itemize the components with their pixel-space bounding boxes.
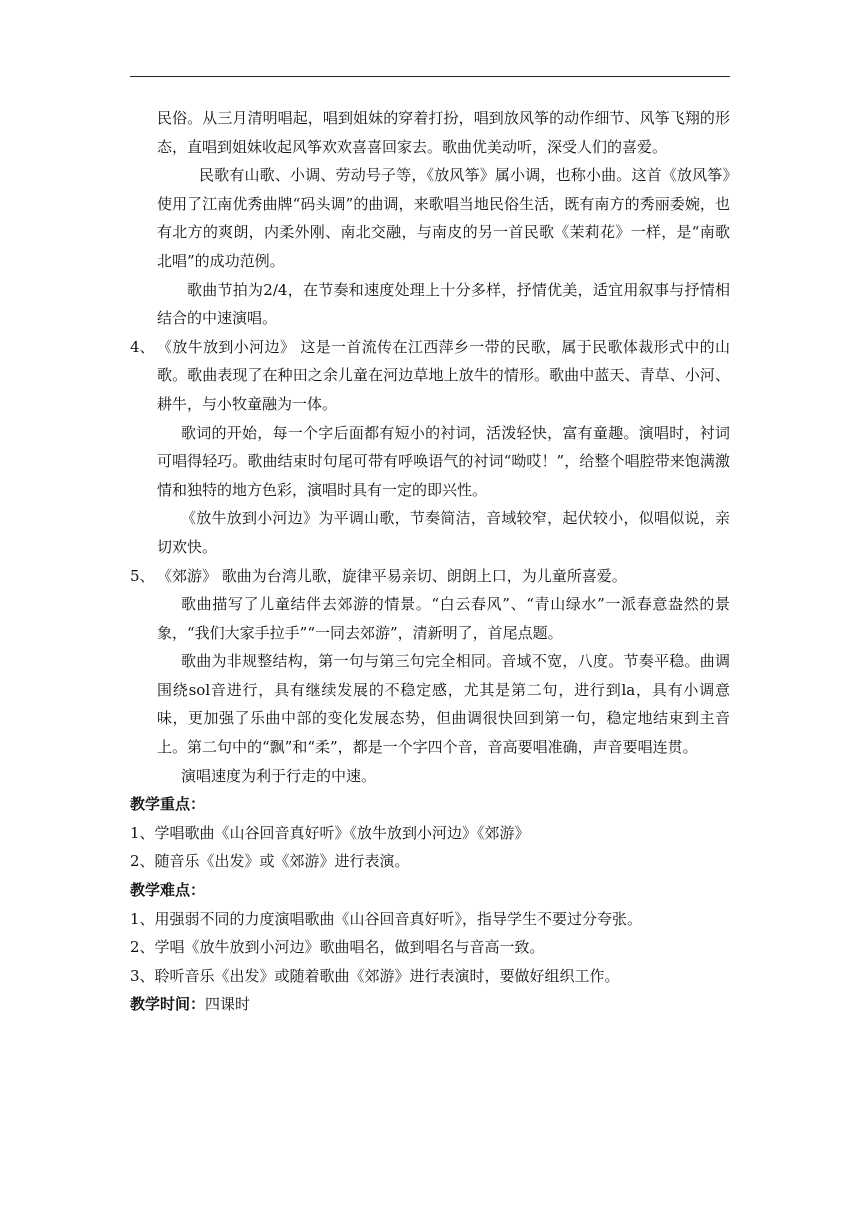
document-page [130,104,730,1019]
heading-key-points: 教学重点： [130,795,206,814]
paragraph-folk-types: 民歌有山歌、小调、劳动号子等，《放风筝》属小调，也称小曲。这首《放风筝》使用了江南优秀曲牌“码头调”的曲调，来歌唱当地民俗生活，既有南方的秀丽委婉，也有北方的爽朗，内柔外刚、南北交融，与南皮的另一首民歌《茉莉花》一样，是“南歌北唱”的成功范例。 [157,166,730,270]
teaching-time-line [130,990,730,1019]
list-item-song-4 [130,333,730,419]
paragraph-outing-scene: 歌曲描写了儿童结伴去郊游的情景。“白云春风”、“青山绿水”一派春意盎然的景象，“我们大家手拉手”“一同去郊游”，清新明了，首尾点题。 [157,595,730,642]
list-number: 4、 [130,337,155,356]
key-point-item: 2、随音乐《出发》或《郊游》进行表演。 [130,852,410,871]
paragraph-tempo: 演唱速度为利于行走的中速。 [181,766,377,785]
list-text: 《放牛放到小河边》 这是一首流传在江西萍乡一带的民歌，属于民歌体裁形式中的山歌。歌曲表现了在种田之余儿童在河边草地上放牛的情形。歌曲中蓝天、青草、小河、耕牛，与小牧童融为一体。 [157,337,730,413]
key-point-item: 1、学唱歌曲《山谷回音真好听》《放牛放到小河边》《郊游》 [130,823,530,842]
paragraph-shan-ge: 《放牛放到小河边》为平调山歌，节奏简洁，音域较窄，起伏较小，似唱似说，亲切欢快。 [157,509,730,556]
teaching-time-label: 教学时间： [130,995,206,1014]
list-item-song-5 [130,562,730,591]
list-text: 《郊游》 歌曲为台湾儿歌，旋律平易亲切、朗朗上口，为儿童所喜爱。 [157,566,627,585]
paragraph-meter: 歌曲节拍为2/4，在节奏和速度处理上十分多样，抒情优美，适宜用叙事与抒情相结合的中速演唱。 [157,280,730,328]
paragraph-lyrics: 歌词的开始，每一个字后面都有短小的衬词，活泼轻快，富有童趣。演唱时，衬词可唱得轻巧。歌曲结束时句尾可带有呼唤语气的衬词“呦哎！”，给整个唱腔带来饱满激情和独特的地方色彩，演唱时具有一定的即兴性。 [157,423,730,499]
difficulty-item: 1、用强弱不同的力度演唱歌曲《山谷回音真好听》，指导学生不要过分夸张。 [130,909,643,928]
paragraph-structure: 歌曲为非规整结构，第一句与第三句完全相同。音域不宽，八度。节奏平稳。曲调围绕sol音进行，具有继续发展的不稳定感，尤其是第二句，进行到la，具有小调意味，更加强了乐曲中部的变化发展态势，但曲调很快回到第一句，稳定地结束到主音上。第二句中的“飘”和“柔”，都是一个字四个音，音高要唱准确，声音要唱连贯。 [157,652,730,757]
header-rule [130,76,730,77]
heading-difficulties: 教学难点： [130,881,206,900]
difficulty-item: 3、聆听音乐《出发》或随着歌曲《郊游》进行表演时，要做好组织工作。 [130,966,620,985]
list-number: 5、 [130,566,155,585]
difficulty-item: 2、学唱《放牛放到小河边》歌曲唱名，做到唱名与音高一致。 [130,938,545,957]
teaching-time-value: 四课时 [205,995,251,1014]
paragraph-folk-custom: 民俗。从三月清明唱起，唱到姐妹的穿着打扮，唱到放风筝的动作细节、风筝飞翔的形态，直唱到姐妹收起风筝欢欢喜喜回家去。歌曲优美动听，深受人们的喜爱。 [157,109,730,156]
